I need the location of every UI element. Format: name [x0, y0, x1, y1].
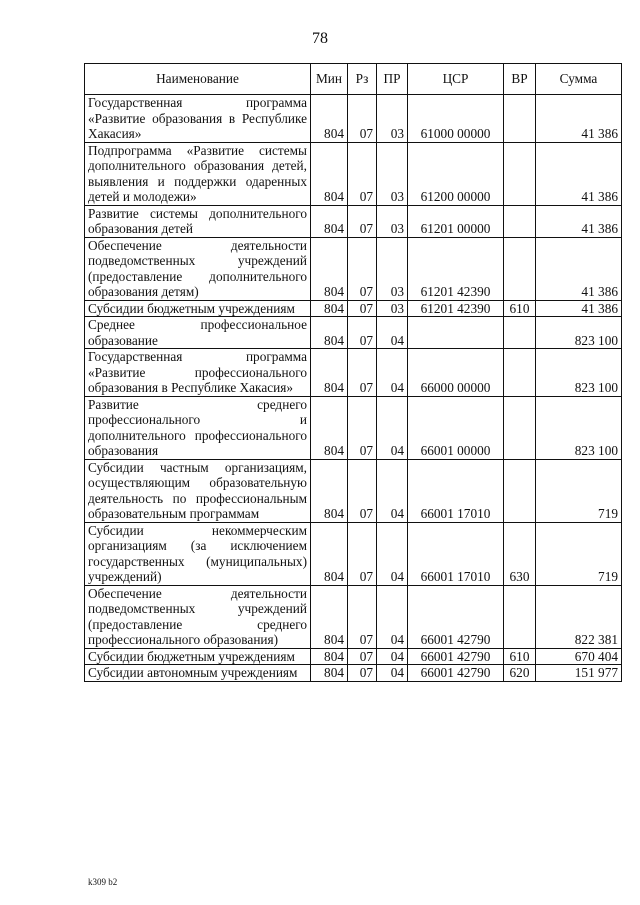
row-sum: 823 100 — [536, 317, 622, 349]
header-vr: ВР — [504, 64, 536, 95]
header-name: Наименование — [85, 64, 311, 95]
table-row — [85, 349, 622, 397]
row-vr — [504, 205, 536, 237]
row-vr: 620 — [504, 665, 536, 682]
row-pr: 04 — [377, 396, 408, 459]
row-csr: 66001 42790 — [408, 648, 504, 665]
row-name: Субсидии частным организациям, осуществляющим образовательную деятельность по профессиональным образовательным программам — [85, 459, 311, 522]
row-rz: 07 — [348, 317, 377, 349]
row-rz: 07 — [348, 205, 377, 237]
row-min: 804 — [311, 396, 348, 459]
row-rz: 07 — [348, 349, 377, 397]
row-sum: 41 386 — [536, 142, 622, 205]
row-csr: 66001 42790 — [408, 585, 504, 648]
row-name: Субсидии некоммерческим организациям (за исключением государственных (муниципальных) учреждений) — [85, 522, 311, 585]
row-pr: 03 — [377, 95, 408, 143]
row-csr — [408, 317, 504, 349]
row-rz: 07 — [348, 237, 377, 300]
header-min: Мин — [311, 64, 348, 95]
header-rz: Рз — [348, 64, 377, 95]
table-row — [85, 95, 622, 143]
row-min: 804 — [311, 648, 348, 665]
table-row — [85, 585, 622, 648]
row-name: Подпрограмма «Развитие системы дополнительного образования детей, выявления и поддержки одаренных детей и молодежи» — [85, 142, 311, 205]
table-row — [85, 300, 622, 317]
row-min: 804 — [311, 317, 348, 349]
budget-table — [84, 63, 622, 682]
row-vr: 610 — [504, 300, 536, 317]
row-rz: 07 — [348, 142, 377, 205]
row-rz: 07 — [348, 585, 377, 648]
row-csr: 61201 42390 — [408, 300, 504, 317]
row-sum: 823 100 — [536, 396, 622, 459]
row-vr — [504, 349, 536, 397]
row-vr — [504, 317, 536, 349]
row-sum: 41 386 — [536, 95, 622, 143]
row-vr — [504, 459, 536, 522]
row-rz: 07 — [348, 522, 377, 585]
row-vr — [504, 95, 536, 143]
header-csr: ЦСР — [408, 64, 504, 95]
footer-code: k309 b2 — [88, 877, 118, 887]
row-name: Среднее профессиональное образование — [85, 317, 311, 349]
row-csr: 61200 00000 — [408, 142, 504, 205]
row-rz: 07 — [348, 95, 377, 143]
row-vr — [504, 142, 536, 205]
row-name: Государственная программа «Развитие образования в Республике Хакасия» — [85, 95, 311, 143]
table-row — [85, 142, 622, 205]
row-csr: 66001 00000 — [408, 396, 504, 459]
row-sum: 41 386 — [536, 300, 622, 317]
row-pr: 04 — [377, 522, 408, 585]
row-min: 804 — [311, 142, 348, 205]
row-rz: 07 — [348, 648, 377, 665]
row-sum: 719 — [536, 522, 622, 585]
row-name: Субсидии автономным учреждениям — [85, 665, 311, 682]
row-vr: 630 — [504, 522, 536, 585]
row-min: 804 — [311, 95, 348, 143]
table-row — [85, 237, 622, 300]
row-csr: 66001 17010 — [408, 459, 504, 522]
table-row — [85, 396, 622, 459]
row-pr: 03 — [377, 237, 408, 300]
row-name: Субсидии бюджетным учреждениям — [85, 300, 311, 317]
row-sum: 41 386 — [536, 205, 622, 237]
row-rz: 07 — [348, 665, 377, 682]
row-pr: 04 — [377, 459, 408, 522]
row-sum: 822 381 — [536, 585, 622, 648]
row-pr: 03 — [377, 205, 408, 237]
row-pr: 03 — [377, 300, 408, 317]
row-min: 804 — [311, 300, 348, 317]
table-row — [85, 648, 622, 665]
row-pr: 03 — [377, 142, 408, 205]
row-sum: 670 404 — [536, 648, 622, 665]
row-sum: 823 100 — [536, 349, 622, 397]
row-name: Государственная программа «Развитие профессионального образования в Республике Хакасия» — [85, 349, 311, 397]
row-name: Развитие среднего профессионального и дополнительного профессионального образования — [85, 396, 311, 459]
table-row — [85, 522, 622, 585]
row-min: 804 — [311, 237, 348, 300]
header-pr: ПР — [377, 64, 408, 95]
row-pr: 04 — [377, 317, 408, 349]
row-sum: 41 386 — [536, 237, 622, 300]
row-pr: 04 — [377, 648, 408, 665]
row-vr — [504, 585, 536, 648]
row-rz: 07 — [348, 396, 377, 459]
row-pr: 04 — [377, 665, 408, 682]
row-min: 804 — [311, 205, 348, 237]
row-csr: 61201 00000 — [408, 205, 504, 237]
table-row — [85, 459, 622, 522]
row-name: Развитие системы дополнительного образования детей — [85, 205, 311, 237]
row-vr — [504, 237, 536, 300]
table-row — [85, 665, 622, 682]
row-name: Субсидии бюджетным учреждениям — [85, 648, 311, 665]
row-rz: 07 — [348, 300, 377, 317]
row-csr: 66001 17010 — [408, 522, 504, 585]
row-csr: 61000 00000 — [408, 95, 504, 143]
row-name: Обеспечение деятельности подведомственных учреждений (предоставление среднего профессионального образования) — [85, 585, 311, 648]
row-pr: 04 — [377, 585, 408, 648]
row-min: 804 — [311, 522, 348, 585]
row-min: 804 — [311, 665, 348, 682]
row-sum: 151 977 — [536, 665, 622, 682]
row-min: 804 — [311, 459, 348, 522]
row-vr: 610 — [504, 648, 536, 665]
row-min: 804 — [311, 349, 348, 397]
row-name: Обеспечение деятельности подведомственных учреждений (предоставление дополнительного образования детям) — [85, 237, 311, 300]
row-rz: 07 — [348, 459, 377, 522]
page-number: 78 — [312, 30, 328, 47]
row-pr: 04 — [377, 349, 408, 397]
row-csr: 61201 42390 — [408, 237, 504, 300]
table-row — [85, 205, 622, 237]
table-row — [85, 317, 622, 349]
row-vr — [504, 396, 536, 459]
header-sum: Сумма — [536, 64, 622, 95]
row-min: 804 — [311, 585, 348, 648]
row-csr: 66000 00000 — [408, 349, 504, 397]
row-sum: 719 — [536, 459, 622, 522]
table-header-row — [85, 64, 622, 95]
row-csr: 66001 42790 — [408, 665, 504, 682]
